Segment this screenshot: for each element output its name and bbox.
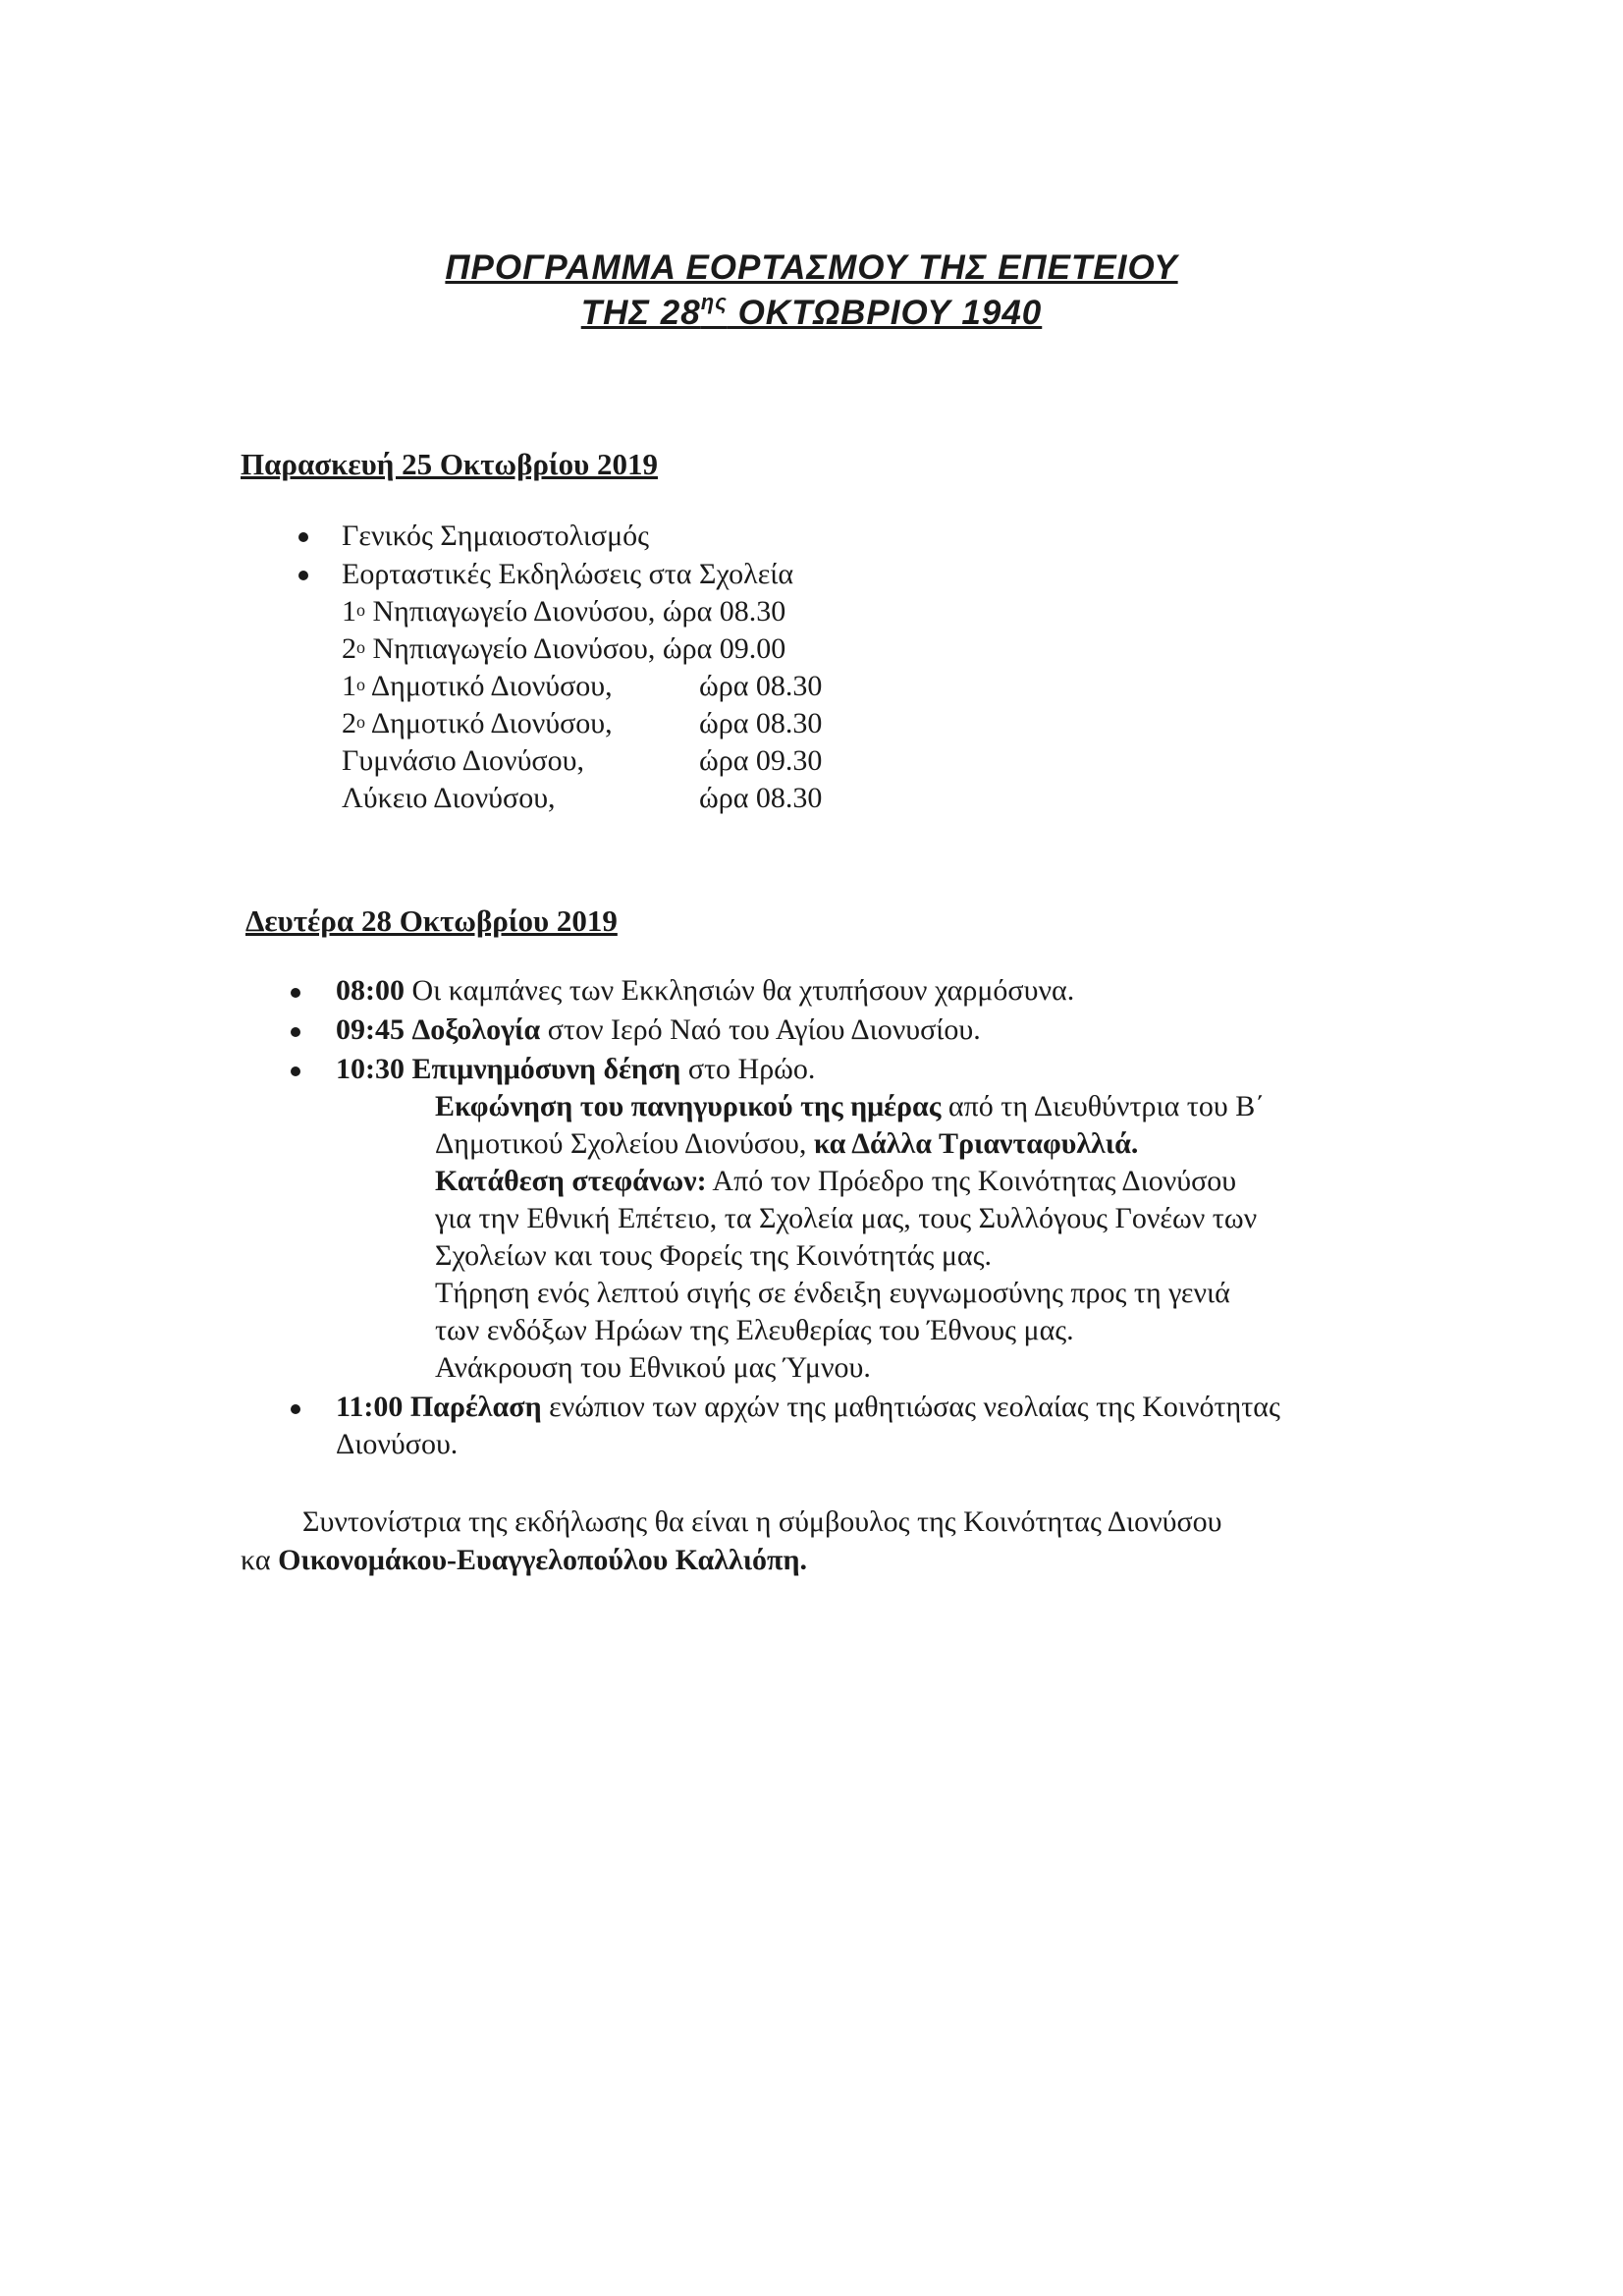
wreath-line-3: Σχολείων και τους Φορείς της Κοινότητάς μας. xyxy=(435,1239,993,1272)
document-title-line-1: ΠΡΟΓΡΑΜΜΑ ΕΟΡΤΑΣΜΟΥ ΤΗΣ ΕΠΕΤΕΙΟΥ xyxy=(445,248,1178,287)
friday-heading: Παρασκευή 25 Οκτωβρίου 2019 xyxy=(241,447,658,481)
title-text: ΤΗΣ 28 xyxy=(580,294,701,332)
school-line: $2^o$ Δημοτικό Διονύσου, xyxy=(342,707,613,739)
monday-item-4: 11:00 Παρέλαση ενώπιον των αρχών της μαθητιώσας νεολαίας της Κοινότητας xyxy=(336,1391,1280,1423)
bullet-icon xyxy=(291,988,300,998)
speech-line-1: Εκφώνηση του πανηγυρικού της ημέρας από τη Διευθύντρια του Β΄ xyxy=(435,1090,1266,1122)
document-title-line-2 xyxy=(0,290,1623,333)
school-time: ώρα 09.30 xyxy=(699,744,823,777)
anthem-line: Ανάκρουση του Εθνικού μας Ύμνου. xyxy=(435,1351,871,1384)
title-text: ΟΚΤΩΒΡΙΟΥ 1940 xyxy=(727,294,1043,332)
friday-bullet-1: Γενικός Σημαιοστολισμός xyxy=(342,519,650,552)
friday-bullet-2: Εορταστικές Εκδηλώσεις στα Σχολεία xyxy=(342,558,794,590)
closing-line-1: Συντονίστρια της εκδήλωσης θα είναι η σύμβουλος της Κοινότητας Διονύσου xyxy=(302,1505,1222,1538)
bullet-icon xyxy=(291,1066,300,1076)
monday-item-1: 08:00 Οι καμπάνες των Εκκλησιών θα χτυπήσουν χαρμόσυνα. xyxy=(336,974,1075,1007)
monday-item-2: 09:45 Δοξολογία στον Ιερό Ναό του Αγίου Διονυσίου. xyxy=(336,1013,981,1046)
wreath-line-2: για την Εθνική Επέτειο, τα Σχολεία μας, τους Συλλόγους Γονέων των xyxy=(435,1202,1258,1234)
silence-line-2: των ενδόξων Ηρώων της Ελευθερίας του Έθνους μας. xyxy=(435,1314,1074,1346)
school-time: ώρα 08.30 xyxy=(699,670,823,702)
monday-item-3: 10:30 Επιμνημόσυνη δέηση στο Ηρώο. xyxy=(336,1053,816,1085)
bullet-icon xyxy=(298,571,308,580)
school-line: $1^o$ Δημοτικό Διονύσου, xyxy=(342,670,613,702)
bullet-icon xyxy=(291,1027,300,1037)
bullet-icon xyxy=(291,1404,300,1414)
school-line: Λύκειο Διονύσου, xyxy=(342,782,556,814)
closing-line-2: κα Οικονομάκου-Ευαγγελοπούλου Καλλιόπη. xyxy=(241,1544,808,1576)
monday-heading: Δευτέρα 28 Οκτωβρίου 2019 xyxy=(245,903,618,938)
bullet-icon xyxy=(298,532,308,542)
school-time: ώρα 08.30 xyxy=(699,707,823,739)
school-line: $1^o$ Νηπιαγωγείο Διονύσου, ώρα 08.30 xyxy=(342,595,786,628)
wreath-line-1: Κατάθεση στεφάνων: Από τον Πρόεδρο της Κοινότητας Διονύσου xyxy=(435,1165,1237,1197)
speech-line-2: Δημοτικού Σχολείου Διονύσου, κα Δάλλα Τριανταφυλλιά. xyxy=(435,1127,1139,1160)
monday-item-4-cont: Διονύσου. xyxy=(336,1428,459,1460)
silence-line-1: Τήρηση ενός λεπτού σιγής σε ένδειξη ευγνωμοσύνης προς τη γενιά xyxy=(435,1277,1230,1309)
school-time: ώρα 08.30 xyxy=(699,782,823,814)
school-line: Γυμνάσιο Διονύσου, xyxy=(342,744,584,777)
title-superscript: ης xyxy=(700,290,728,314)
school-line: $2^o$ Νηπιαγωγείο Διονύσου, ώρα 09.00 xyxy=(342,632,786,665)
